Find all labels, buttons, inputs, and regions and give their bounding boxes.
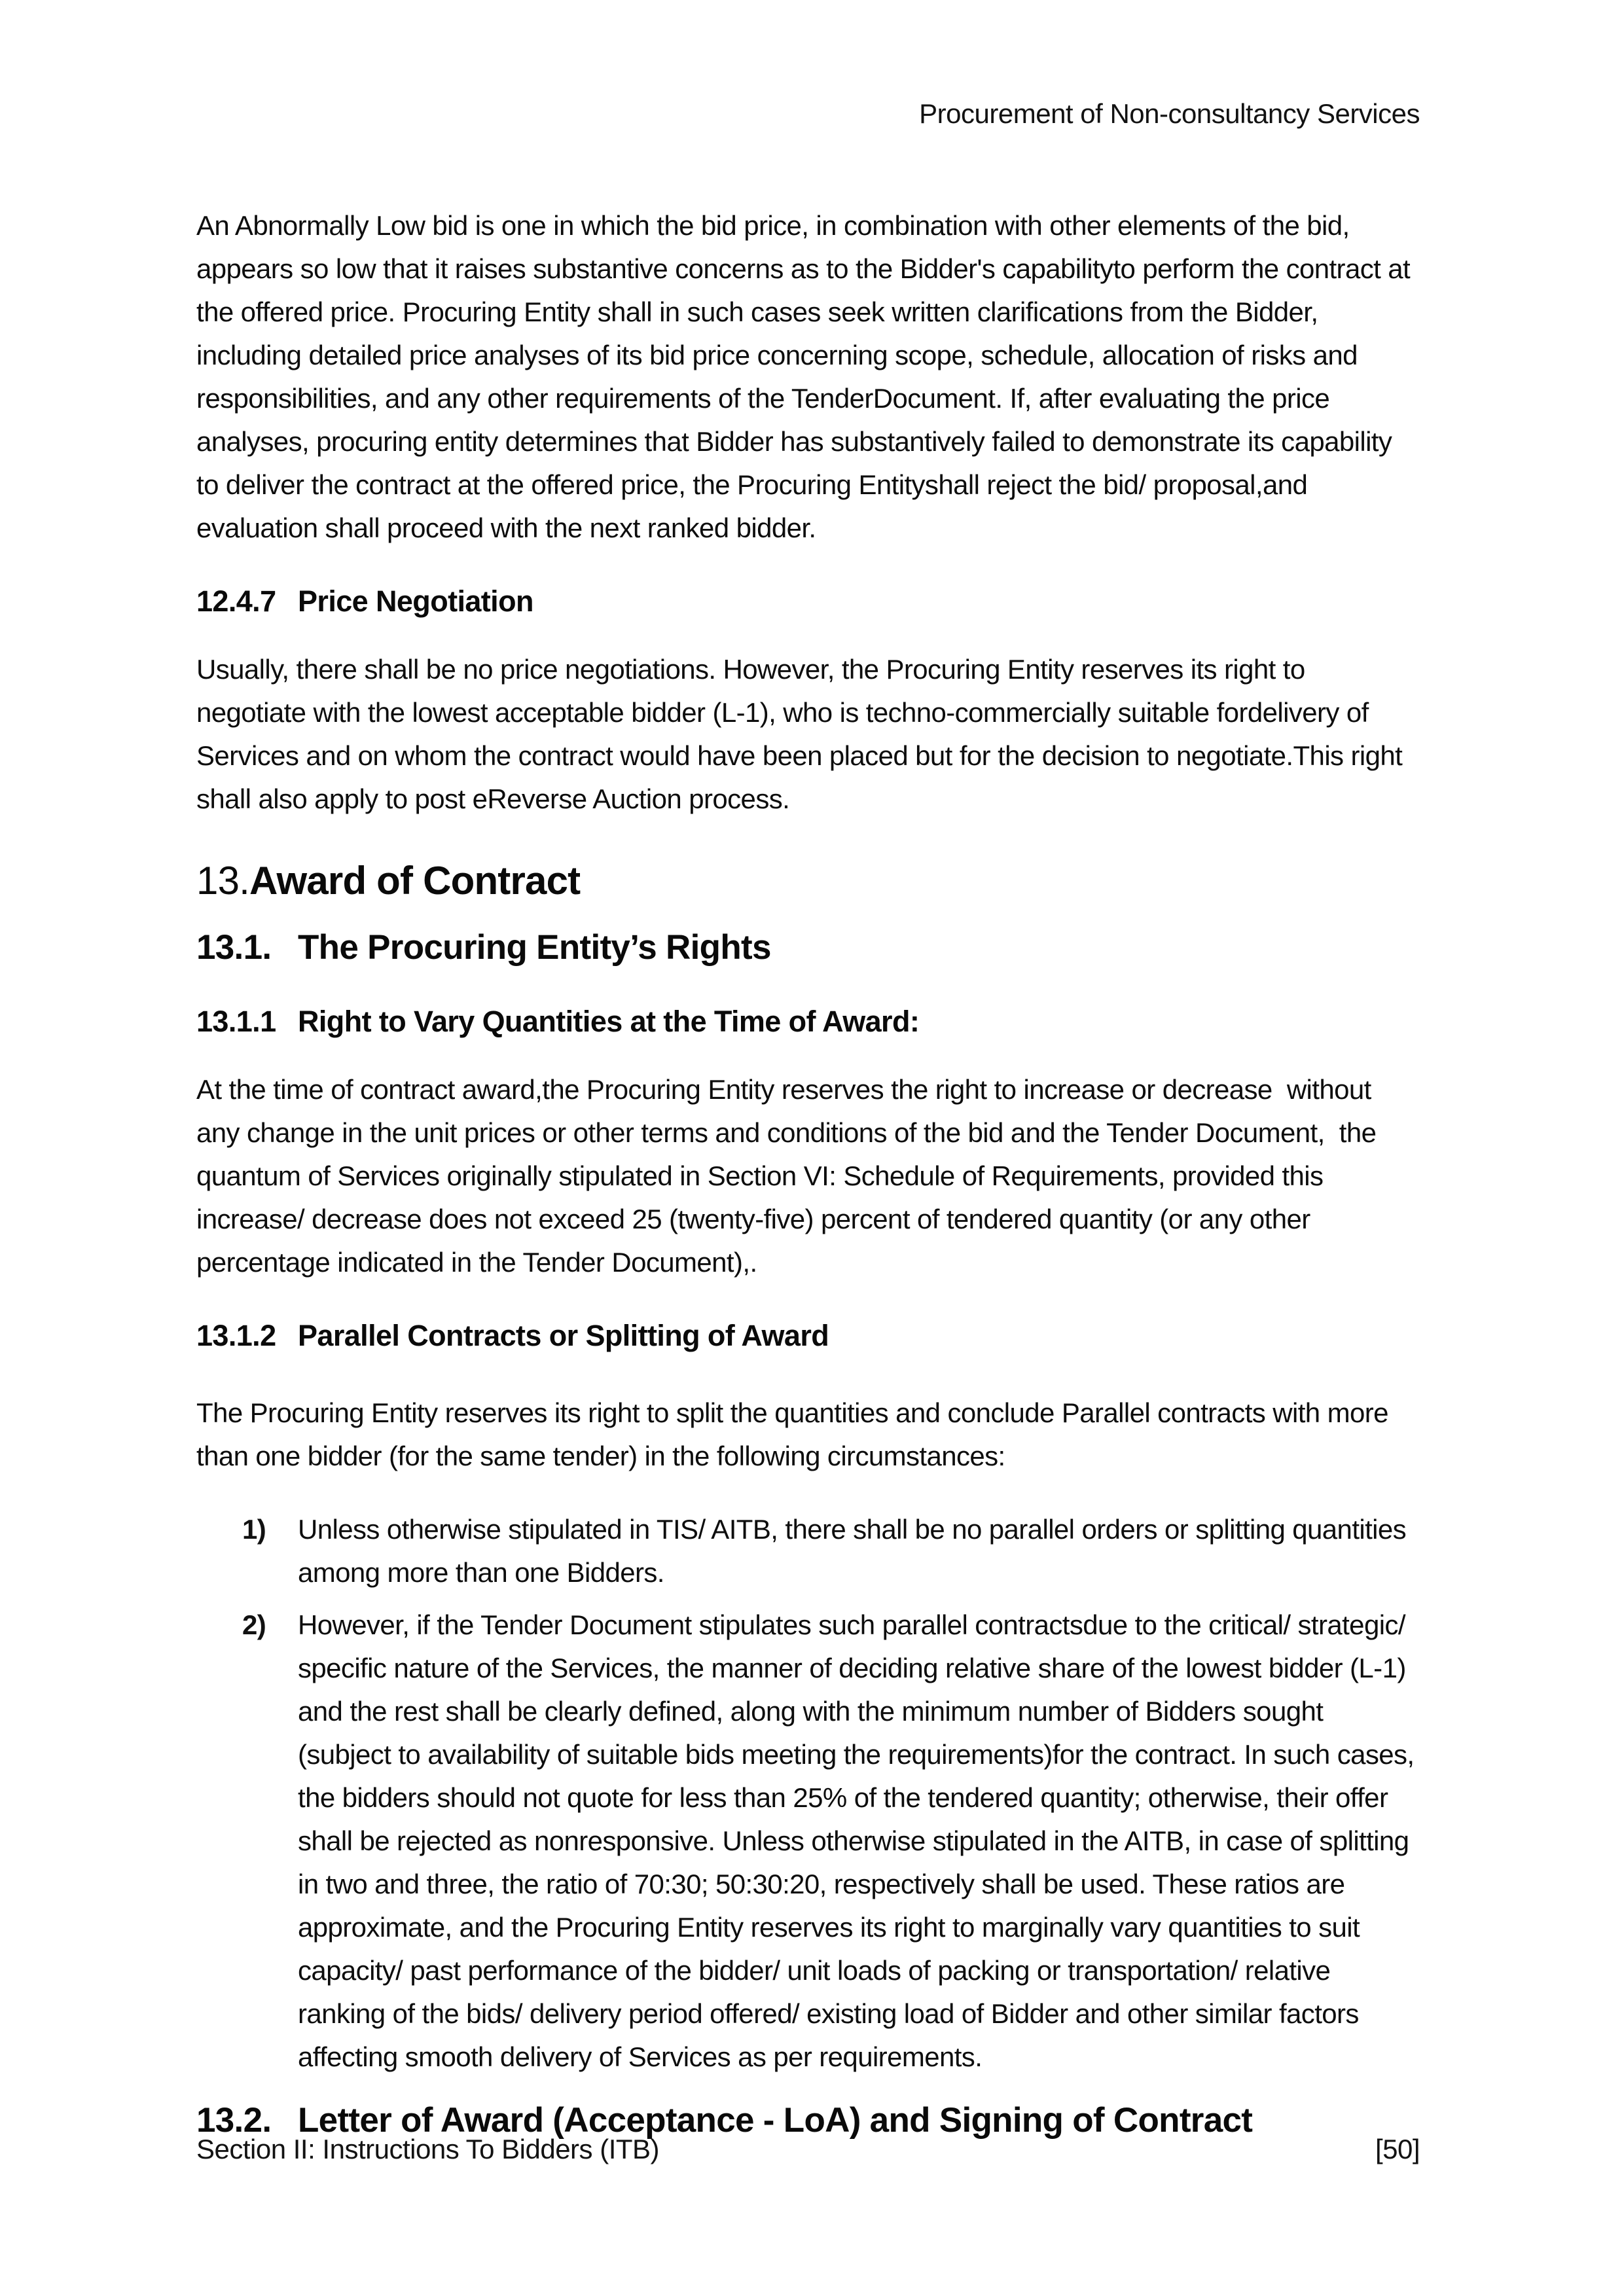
heading-title: Award of Contract xyxy=(249,859,581,903)
page-header-title: Procurement of Non-consultancy Services xyxy=(919,98,1420,129)
list-item xyxy=(242,1604,1420,2079)
footer-section-label: Section II: Instructions To Bidders (ITB) xyxy=(196,2134,660,2164)
heading-title: Letter of Award (Acceptance - LoA) and Signing of Contract xyxy=(298,2101,1253,2140)
heading-number: 13.1.2 xyxy=(196,1319,276,1352)
list-item-text: However, if the Tender Document stipulates such parallel contractsdue to the critical/ strategic/ specific nature of the Services, the manner of deciding relative share of the lowest bidder (L-1) and the rest shall be clearly defined, along with the minimum number of Bidders sought (subject to availability of suitable bids meeting the requirements)for the contract. In such cases, the bidders should not quote for less than 25% of the tendered quantity; otherwise, their offer shall be rejected as nonresponsive. Unless otherwise stipulated in the AITB, in case of splitting in two and three, the ratio of 70:30; 50:30:20, respectively shall be used. These ratios are approximate, and the Procuring Entity reserves its right to marginally vary quantities to suit capacity/ past performance of the bidder/ unit loads of packing or transportation/ relative ranking of the bids/ delivery period offered/ existing load of Bidder and other similar factors affecting smooth delivery of Services as per requirements. xyxy=(298,1609,1422,2072)
heading-number: 12.4.7 xyxy=(196,584,276,618)
document-body xyxy=(196,0,1420,2143)
page-footer xyxy=(196,2132,1420,2166)
heading-title: Right to Vary Quantities at the Time of Award: xyxy=(298,1005,920,1038)
heading-13-1-procuring-entitys-rights xyxy=(196,925,1420,970)
list-item-marker: 1) xyxy=(242,1514,266,1545)
heading-13-award-of-contract xyxy=(196,856,1420,906)
list-item-text: Unless otherwise stipulated in TIS/ AITB, there shall be no parallel orders or splitting quantities among more than one Bidders. xyxy=(298,1514,1414,1588)
footer-page-number: [50] xyxy=(1375,2134,1420,2164)
paragraph-price-negotiation: Usually, there shall be no price negotiations. However, the Procuring Entity reserves its right to negotiate with the lowest acceptable bidder (L-1), who is techno-commercially suitable fordelivery of Services and on whom the contract would have been placed but for the decision to negotiate.This right shall also apply to post eReverse Auction process. xyxy=(196,654,1410,814)
heading-title: Parallel Contracts or Splitting of Award xyxy=(298,1319,829,1352)
numbered-list xyxy=(196,1508,1420,2079)
list-item xyxy=(242,1508,1420,1594)
heading-number: 13.1.1 xyxy=(196,1005,276,1038)
paragraph-vary-quantities: At the time of contract award,the Procuring Entity reserves the right to increase or decrease without any change in the unit prices or other terms and conditions of the bid and the Tender Document, the quantum of Services originally stipulated in Section VI: Schedule of Requirements, provided this increase/ decrease does not exceed 25 (twenty-five) percent of tendered quantity (or any other percentage indicated in the Tender Document),. xyxy=(196,1074,1384,1278)
heading-number: 13.1. xyxy=(196,928,272,967)
heading-13-1-2-parallel-contracts xyxy=(196,1317,1420,1355)
paragraph-abnormally-low-bid: An Abnormally Low bid is one in which the bid price, in combination with other elements of the bid, appears so low that it raises substantive concerns as to the Bidder's capabilityto perform the contract at the offered price. Procuring Entity shall in such cases seek written clarifications from the Bidder, including detailed price analyses of its bid price concerning scope, schedule, allocation of risks and responsibilities, and any other requirements of the TenderDocument. If, after evaluating the price analyses, procuring entity determines that Bidder has substantively failed to demonstrate its capability to deliver the contract at the offered price, the Procuring Entityshall reject the bid/ proposal,and evaluation shall proceed with the next ranked bidder. xyxy=(196,210,1418,543)
heading-number: 13.2. xyxy=(196,2101,272,2140)
paragraph-parallel-contracts: The Procuring Entity reserves its right to split the quantities and conclude Parallel contracts with more than one bidder (for the same tender) in the following circumstances: xyxy=(196,1397,1396,1471)
heading-number: 13. xyxy=(196,859,250,903)
list-item-marker: 2) xyxy=(242,1609,266,1640)
heading-13-1-1-right-to-vary-quantities xyxy=(196,1003,1420,1041)
heading-12-4-7-price-negotiation xyxy=(196,583,1420,620)
heading-title: The Procuring Entity’s Rights xyxy=(298,928,771,967)
heading-title: Price Negotiation xyxy=(298,584,533,618)
